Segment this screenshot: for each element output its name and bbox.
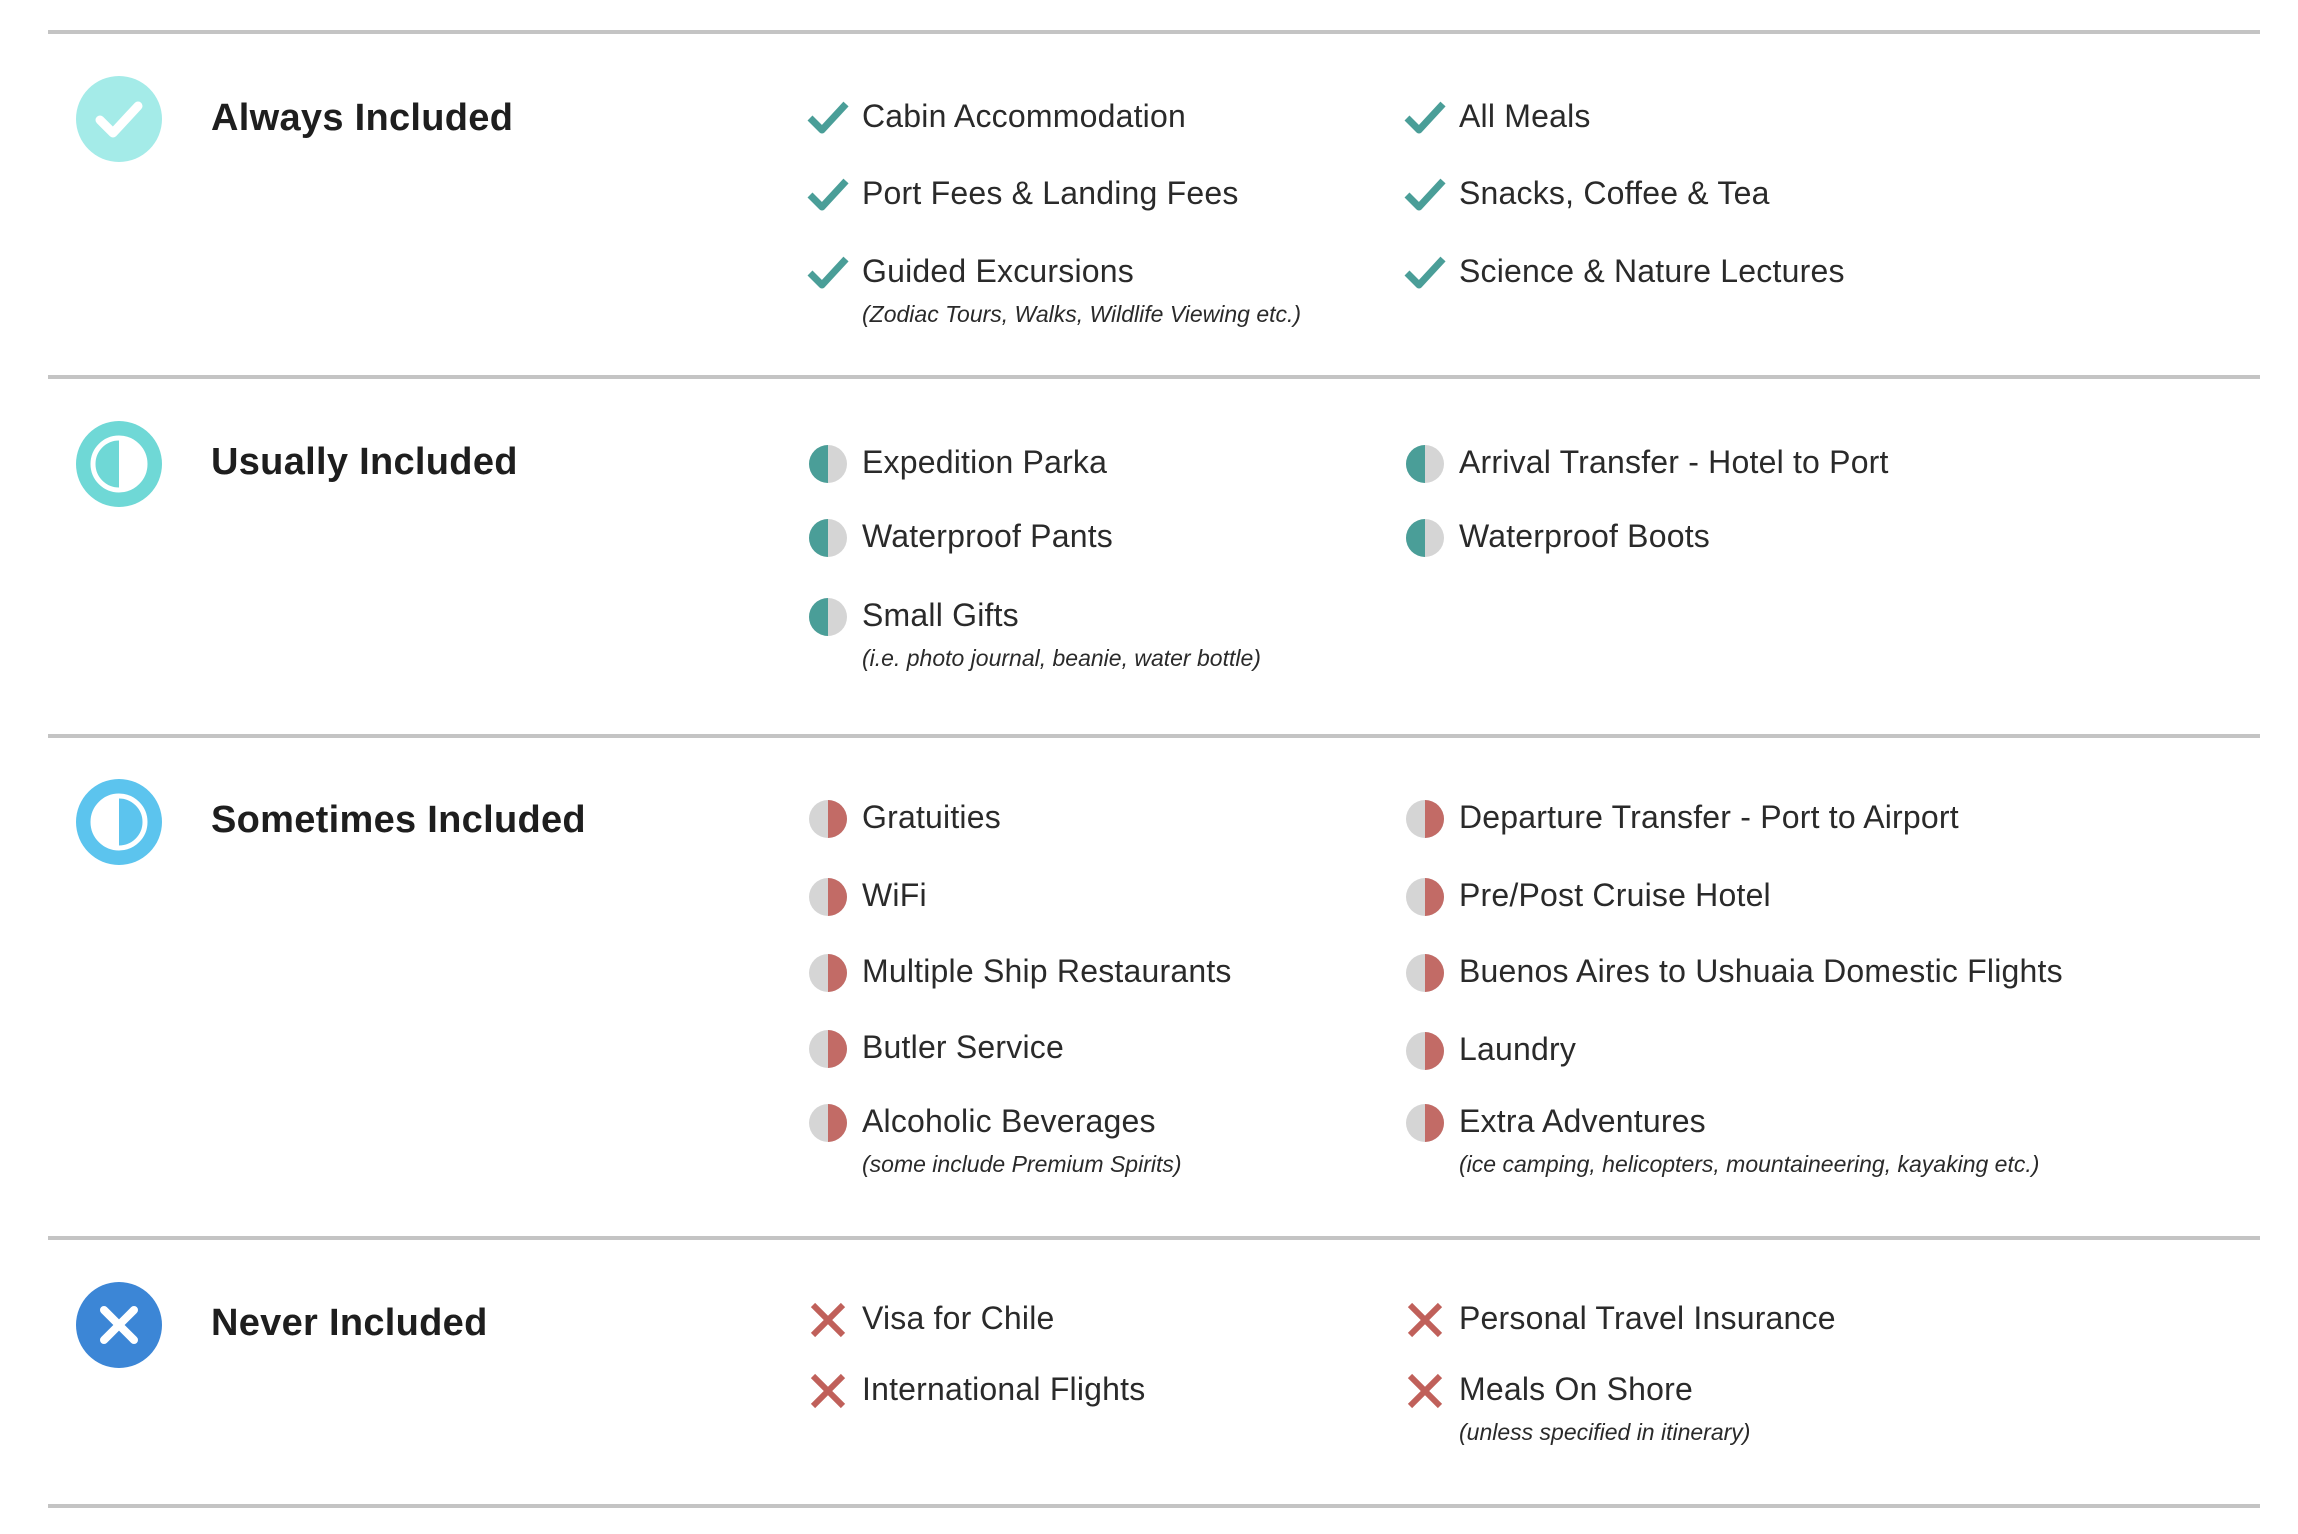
- half-circle-red-icon: [1403, 951, 1447, 995]
- item-label: Departure Transfer - Port to Airport: [1459, 799, 1959, 835]
- divider: [48, 30, 2260, 34]
- item-label: Arrival Transfer - Hotel to Port: [1459, 444, 1889, 480]
- item-label: Cabin Accommodation: [862, 98, 1186, 134]
- item-label: Meals On Shore: [1459, 1371, 1694, 1407]
- item-label: Extra Adventures: [1459, 1103, 1706, 1139]
- item-label: Personal Travel Insurance: [1459, 1300, 1836, 1336]
- item-label: Alcoholic Beverages: [862, 1103, 1156, 1139]
- check-icon: [806, 173, 850, 217]
- check-icon: [806, 96, 850, 140]
- section-heading: Never Included: [211, 1302, 488, 1344]
- item-label: Expedition Parka: [862, 444, 1108, 480]
- check-icon: [806, 251, 850, 295]
- item-note: (unless specified in itinerary): [1459, 1419, 1751, 1445]
- half-circle-badge-icon: [76, 779, 162, 865]
- item-label: Science & Nature Lectures: [1459, 253, 1845, 289]
- item-label: Pre/Post Cruise Hotel: [1459, 877, 1771, 913]
- item-label: Gratuities: [862, 799, 1001, 835]
- section-heading: Sometimes Included: [211, 799, 586, 841]
- cross-icon: [806, 1369, 850, 1413]
- check-icon: [1403, 96, 1447, 140]
- item-label: International Flights: [862, 1371, 1146, 1407]
- check-icon: [1403, 251, 1447, 295]
- divider: [48, 734, 2260, 738]
- item-note: (ice camping, helicopters, mountaineering, kayaking etc.): [1459, 1151, 2040, 1177]
- divider: [48, 1236, 2260, 1240]
- half-circle-red-icon: [1403, 875, 1447, 919]
- item-label: Waterproof Pants: [862, 518, 1114, 554]
- item-label: WiFi: [862, 877, 927, 913]
- check-icon: [1403, 173, 1447, 217]
- half-circle-teal-icon: [1403, 516, 1447, 560]
- item-label: Multiple Ship Restaurants: [862, 953, 1232, 989]
- half-circle-badge-icon: [76, 421, 162, 507]
- item-note: (some include Premium Spirits): [862, 1151, 1182, 1177]
- item-label: All Meals: [1459, 98, 1591, 134]
- divider: [48, 1504, 2260, 1508]
- item-label: Port Fees & Landing Fees: [862, 175, 1239, 211]
- item-label: Snacks, Coffee & Tea: [1459, 175, 1770, 211]
- cross-icon: [806, 1298, 850, 1342]
- item-label: Guided Excursions: [862, 253, 1134, 289]
- half-circle-teal-icon: [806, 442, 850, 486]
- half-circle-teal-icon: [806, 516, 850, 560]
- cross-icon: [1403, 1369, 1447, 1413]
- item-note: (Zodiac Tours, Walks, Wildlife Viewing etc.): [862, 301, 1302, 327]
- half-circle-teal-icon: [806, 595, 850, 639]
- divider: [48, 375, 2260, 379]
- item-label: Small Gifts: [862, 597, 1019, 633]
- item-label: Laundry: [1459, 1031, 1577, 1067]
- half-circle-red-icon: [1403, 1101, 1447, 1145]
- item-label: Waterproof Boots: [1459, 518, 1711, 554]
- item-label: Butler Service: [862, 1029, 1064, 1065]
- half-circle-red-icon: [1403, 1029, 1447, 1073]
- half-circle-red-icon: [1403, 797, 1447, 841]
- section-heading: Always Included: [211, 97, 514, 139]
- item-note: (i.e. photo journal, beanie, water bottle): [862, 645, 1261, 671]
- check-badge-icon: [76, 76, 162, 162]
- half-circle-red-icon: [806, 951, 850, 995]
- section-heading: Usually Included: [211, 441, 518, 483]
- half-circle-red-icon: [806, 1101, 850, 1145]
- half-circle-red-icon: [806, 797, 850, 841]
- half-circle-teal-icon: [1403, 442, 1447, 486]
- half-circle-red-icon: [806, 875, 850, 919]
- cross-icon: [1403, 1298, 1447, 1342]
- item-label: Visa for Chile: [862, 1300, 1055, 1336]
- item-label: Buenos Aires to Ushuaia Domestic Flights: [1459, 953, 2063, 989]
- cross-badge-icon: [76, 1282, 162, 1368]
- half-circle-red-icon: [806, 1027, 850, 1071]
